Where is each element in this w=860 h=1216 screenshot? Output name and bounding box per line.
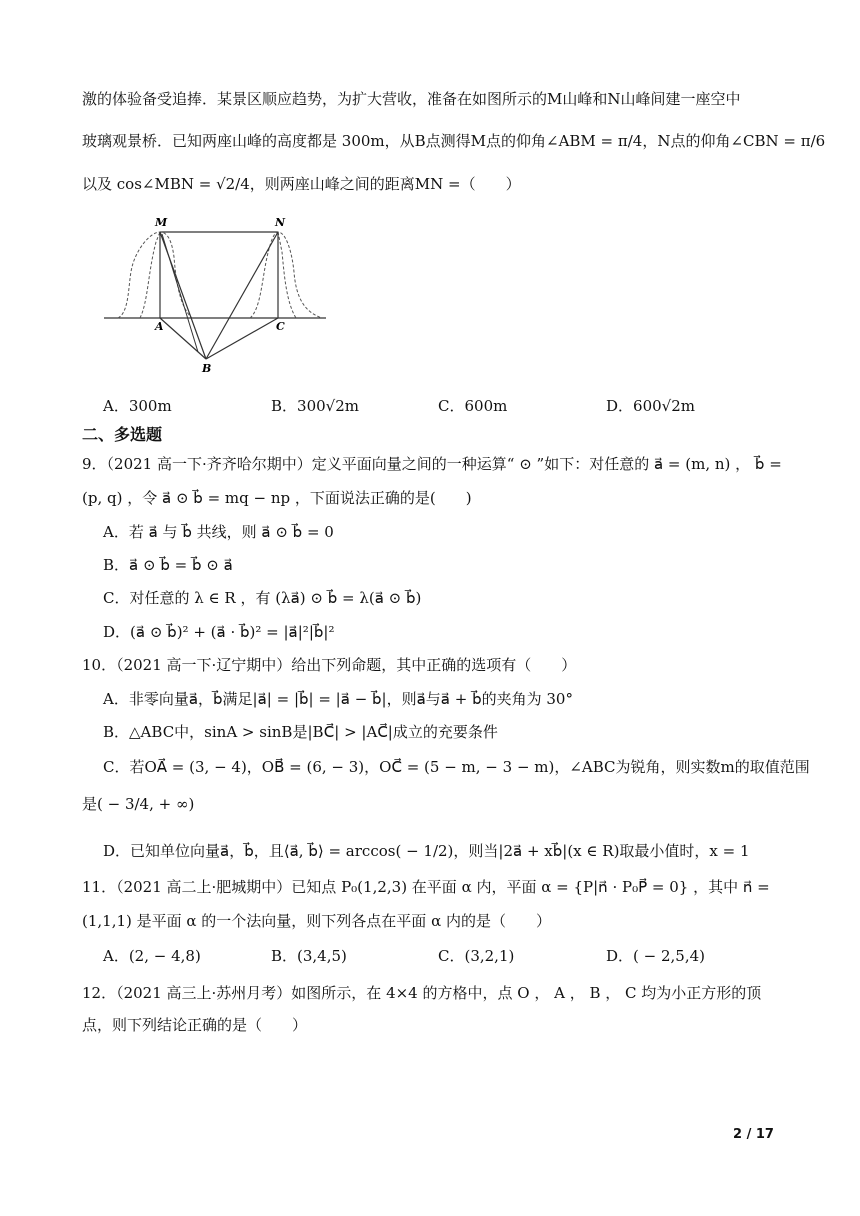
q10-stem: 10．（2021 高一下·辽宁期中）给出下列命题，其中正确的选项有（ ） <box>82 656 577 674</box>
q11-option-c[interactable]: C．(3,2,1) <box>438 947 515 965</box>
q8-option-a[interactable]: A．300m <box>103 397 172 415</box>
q11-option-a[interactable]: A．(2, − 4,8) <box>103 947 201 965</box>
q12-stem-line1: 12．（2021 高三上·苏州月考）如图所示，在 4×4 的方格中，点 O ， A ， B ， C 均为小正方形的顶 <box>82 984 762 1002</box>
q8-text-line2: 玻璃观景桥．已知两座山峰的高度都是 300m，从B点测得M点的仰角∠ABM = π/4，N点的仰角∠CBN = π/6 <box>82 132 826 150</box>
q10-option-d[interactable]: D．已知单位向量a⃗，b⃗，且⟨a⃗, b⃗⟩ = arccos( − 1/2)，则当|2a⃗ + xb⃗|(x ∈ R)取最小值时，x = 1 <box>103 842 750 860</box>
q12-stem-line2: 点，则下列结论正确的是（ ） <box>82 1016 308 1034</box>
q11-stem-line2: (1,1,1) 是平面 α 的一个法向量，则下列各点在平面 α 内的是（ ） <box>82 912 551 930</box>
q9-option-a[interactable]: A．若 a⃗ 与 b⃗ 共线，则 a⃗ ⊙ b⃗ = 0 <box>103 523 334 541</box>
q11-stem-line1: 11．（2021 高二上·肥城期中）已知点 P₀(1,2,3) 在平面 α 内，平面 α = {P|n⃗ · P₀P⃗ = 0} ，其中 n⃗ = <box>82 878 770 896</box>
label-M: M <box>155 216 168 229</box>
q10-option-c-line2: 是( − 3/4, + ∞) <box>82 795 195 813</box>
q8-option-c[interactable]: C．600m <box>438 397 508 415</box>
q9-stem-line2: (p, q) ，令 a⃗ ⊙ b⃗ = mq − np ，下面说法正确的是( ) <box>82 489 472 507</box>
q11-option-d[interactable]: D．( − 2,5,4) <box>606 947 706 965</box>
page-number: 2 / 17 <box>733 1127 774 1142</box>
q8-text-line1: 激的体验备受追捧．某景区顺应趋势，为扩大营收，准备在如图所示的M山峰和N山峰间建一座空中 <box>82 90 741 108</box>
label-C: C <box>276 320 285 333</box>
q8-option-b[interactable]: B．300√2m <box>271 397 359 415</box>
q9-option-d[interactable]: D．(a⃗ ⊙ b⃗)² + (a⃗ · b⃗)² = |a⃗|²|b⃗|² <box>103 623 335 641</box>
label-N: N <box>275 216 286 229</box>
label-B: B <box>202 362 212 375</box>
q8-text-line3: 以及 cos∠MBN = √2/4，则两座山峰之间的距离MN =（ ） <box>82 175 521 193</box>
q11-option-b[interactable]: B．(3,4,5) <box>271 947 347 965</box>
label-A: A <box>155 320 164 333</box>
q10-option-a[interactable]: A．非零向量a⃗，b⃗满足|a⃗| = |b⃗| = |a⃗ − b⃗|，则a⃗与a⃗ + b⃗的夹角为 30° <box>103 690 573 708</box>
q9-stem-line1: 9．（2021 高一下·齐齐哈尔期中）定义平面向量之间的一种运算“ ⊙ ”如下：对任意的 a⃗ = (m, n) ， b⃗ = <box>82 455 782 473</box>
q9-option-b[interactable]: B．a⃗ ⊙ b⃗ = b⃗ ⊙ a⃗ <box>103 556 233 574</box>
q10-option-c-line1[interactable]: C．若OA⃗ = (3, − 4)，OB⃗ = (6, − 3)，OC⃗ = (5 − m, − 3 − m)，∠ABC为锐角，则实数m的取值范围 <box>103 758 810 776</box>
q10-option-b[interactable]: B．△ABC中，sinA > sinB是|BC⃗| > |AC⃗|成立的充要条件 <box>103 723 498 741</box>
q9-option-c[interactable]: C．对任意的 λ ∈ R ，有 (λa⃗) ⊙ b⃗ = λ(a⃗ ⊙ b⃗) <box>103 589 422 607</box>
mountain-figure <box>100 212 330 377</box>
q8-option-d[interactable]: D．600√2m <box>606 397 695 415</box>
section-title-multiple-choice: 二、多选题 <box>82 425 163 444</box>
